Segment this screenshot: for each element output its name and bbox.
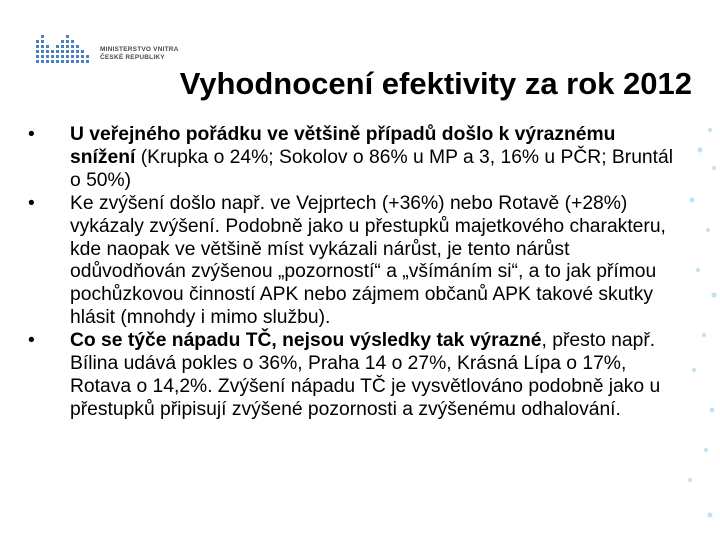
ministry-name: [100, 46, 179, 62]
bullet-text: , přesto např. Bílina udává pokles o 36%, Praha 14 o 27%, Krásná Lípa o 17%, Rotava o 14,2%. Zvýšení nápadu TČ je vysvětlováno podobně jako u přestupků připisují zvýšené pozornosti a zvýšenému odhalování.: [70, 330, 661, 420]
bullet-item: [28, 124, 678, 193]
slide-content: [28, 124, 678, 422]
bullet-text: Ke zvýšení došlo např. ve Vejprtech (+36%) nebo Rotavě (+28%) vykázaly zvýšení. Podobně jako u přestupků majetkového charakteru, kde naopak ve většině míst vykázali nárůst, je tento nárůst odůvodňován zvýšenou „pozorností“ a „všímáním si“, a to jak přímou pochůzkovou činností APK nebo zájmem občanů APK takové skutky hlásit (mnohdy i mimo službu).: [70, 192, 666, 329]
bullet-marker: •: [28, 124, 35, 145]
bullet-item: [28, 193, 678, 330]
ministry-line-2: ČESKÉ REPUBLIKY: [100, 54, 165, 61]
bullet-bold-text: Co se týče nápadu TČ, nejsou výsledky tak výrazné: [70, 330, 542, 352]
bullet-item: [28, 330, 678, 422]
page-title: Vyhodnocení efektivity za rok 2012: [179, 66, 692, 101]
bullet-text: (Krupka o 24%; Sokolov o 86% u MP a 3, 16% u PČR; Bruntál o 50%): [70, 146, 674, 191]
bullet-marker: •: [28, 330, 35, 352]
bullet-marker: •: [28, 192, 35, 214]
bullet-list: [28, 124, 678, 422]
bullet-bold-text: U veřejného pořádku ve většině případů došlo k výraznému snížení: [70, 124, 616, 168]
ministry-line-1: MINISTERSTVO VNITRA: [100, 46, 179, 53]
